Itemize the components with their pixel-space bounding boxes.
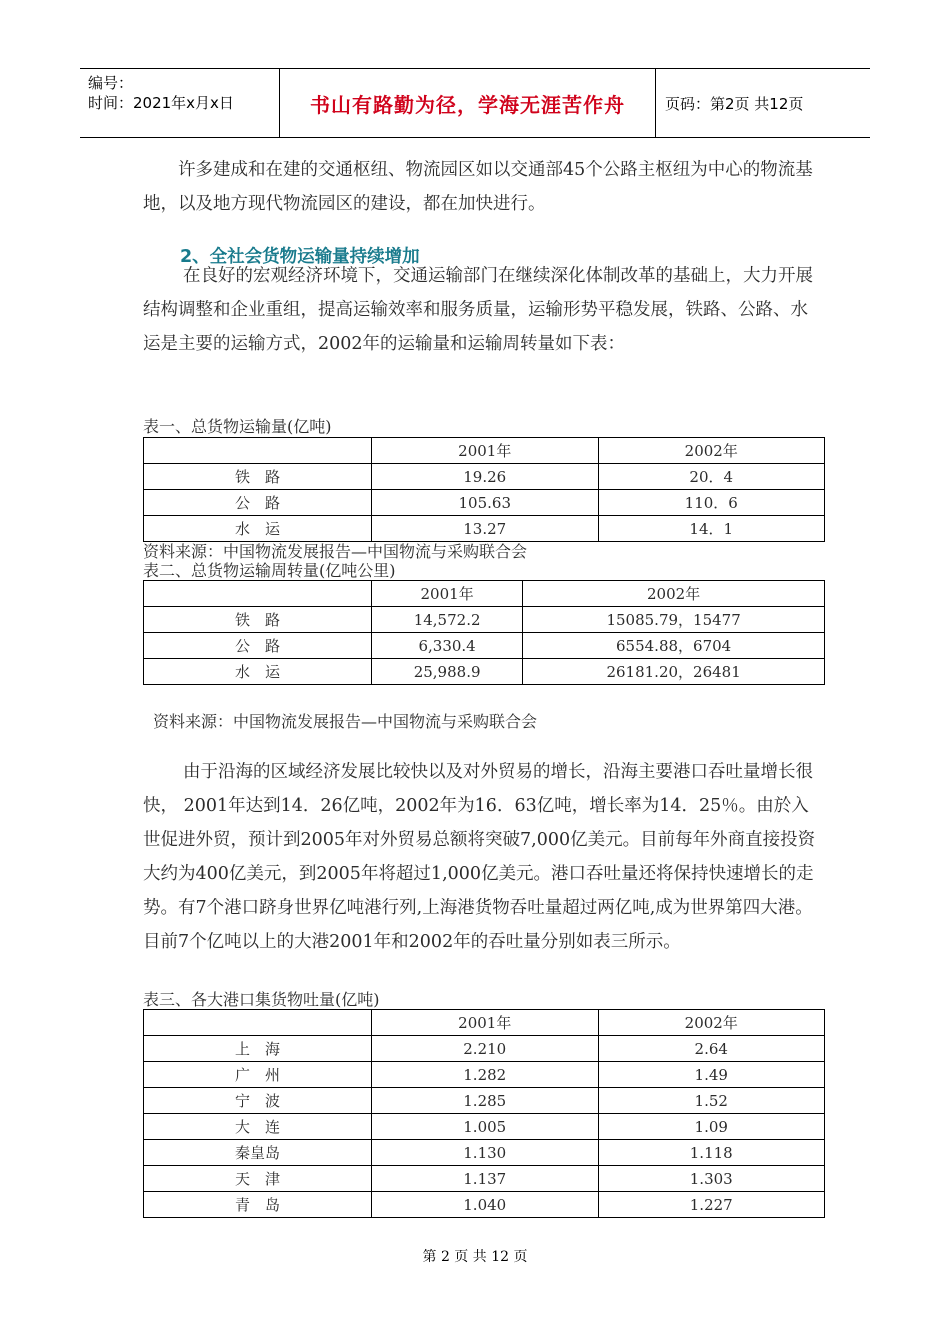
section-heading: 2、全社会货物运输量持续增加 <box>180 247 420 267</box>
cell-2002: 26181.20，26481 <box>523 659 825 685</box>
table-header-cell <box>144 1010 372 1036</box>
table-row <box>144 1140 825 1166</box>
cell-2002: 1.09 <box>598 1114 825 1140</box>
cell-2001: 1.130 <box>372 1140 599 1166</box>
cell-2001: 1.005 <box>372 1114 599 1140</box>
table-header-row <box>144 1010 825 1036</box>
cell-2002: 15085.79，15477 <box>523 607 825 633</box>
cell-2002: 14．1 <box>598 516 825 542</box>
row-label: 青 岛 <box>144 1192 372 1218</box>
table-1 <box>143 437 825 542</box>
table2-source: 资料来源：中国物流发展报告—中国物流与采购联合会 <box>153 712 538 731</box>
paragraph-2: 在良好的宏观经济环境下，交通运输部门在继续深化体制改革的基础上，大力开展结构调整和企业重组，提高运输效率和服务质量，运输形势平稳发展，铁路、公路、水运是主要的运输方式，2002年的运输量和运输周转量如下表： <box>143 266 813 354</box>
cell-2001: 1.285 <box>372 1088 599 1114</box>
header-time: 时间：2021年x月x日 <box>88 94 234 112</box>
table-row <box>144 464 825 490</box>
table-header-cell: 2001年 <box>372 581 523 607</box>
header-number: 编号： <box>88 74 134 92</box>
cell-2002: 6554.88，6704 <box>523 633 825 659</box>
row-label: 秦皇岛 <box>144 1140 372 1166</box>
table-header-cell: 2001年 <box>372 1010 599 1036</box>
header-meta <box>80 69 280 137</box>
cell-2002: 1.49 <box>598 1062 825 1088</box>
table-row <box>144 516 825 542</box>
table1-caption: 表一、总货物运输量(亿吨) <box>143 417 332 436</box>
table-header-row <box>144 581 825 607</box>
row-label: 上 海 <box>144 1036 372 1062</box>
cell-2002: 2.64 <box>598 1036 825 1062</box>
cell-2002: 1.303 <box>598 1166 825 1192</box>
table3-caption: 表三、各大港口集货物吐量(亿吨) <box>143 990 380 1009</box>
header-motto: 书山有路勤为径，学海无涯苦作舟 <box>280 69 656 137</box>
paragraph-1: 许多建成和在建的交通枢纽、物流园区如以交通部45个公路主枢纽为中心的物流基地，以及地方现代物流园区的建设，都在加快进行。 <box>143 160 813 214</box>
table-row <box>144 633 825 659</box>
table-row <box>144 659 825 685</box>
cell-2002: 20．4 <box>598 464 825 490</box>
page-footer: 第 2 页 共 12 页 <box>422 1249 528 1265</box>
table2-caption: 表二、总货物运输周转量(亿吨公里) <box>143 561 396 580</box>
table-row <box>144 490 825 516</box>
row-label: 水 运 <box>144 516 372 542</box>
paragraph-3: 由于沿海的区域经济发展比较快以及对外贸易的增长，沿海主要港口吞吐量增长很快， 2001年达到14．26亿吨，2002年为16．63亿吨，增长率为14．25％。由於入世促进外贸，预计到2005年对外贸易总额将突破7,000亿美元。目前每年外商直接投资大约为400亿美元，到2005年将超过1,000亿美元。港口吞吐量还将保持快速增长的走势。有7个港口跻身世界亿吨港行列,上海港货物吞吐量超过两亿吨,成为世界第四大港。目前7个亿吨以上的大港2001年和2002年的吞吐量分别如表三所示。 <box>143 762 816 952</box>
cell-2001: 25,988.9 <box>372 659 523 685</box>
table-row <box>144 1036 825 1062</box>
table-3 <box>143 1009 825 1218</box>
cell-2001: 13.27 <box>372 516 599 542</box>
row-label: 铁 路 <box>144 607 372 633</box>
table-header-row <box>144 438 825 464</box>
cell-2001: 2.210 <box>372 1036 599 1062</box>
row-label: 大 连 <box>144 1114 372 1140</box>
table-header-cell: 2001年 <box>372 438 599 464</box>
table-row <box>144 607 825 633</box>
row-label: 公 路 <box>144 490 372 516</box>
table-header-cell <box>144 581 372 607</box>
row-label: 天 津 <box>144 1166 372 1192</box>
page-header <box>80 68 870 138</box>
table-header-cell: 2002年 <box>523 581 825 607</box>
row-label: 公 路 <box>144 633 372 659</box>
table-row <box>144 1192 825 1218</box>
table-row <box>144 1166 825 1192</box>
row-label: 铁 路 <box>144 464 372 490</box>
cell-2001: 14,572.2 <box>372 607 523 633</box>
row-label: 水 运 <box>144 659 372 685</box>
table-header-cell: 2002年 <box>598 1010 825 1036</box>
cell-2001: 6,330.4 <box>372 633 523 659</box>
table-row <box>144 1088 825 1114</box>
table-header-cell: 2002年 <box>598 438 825 464</box>
header-page: 页码：第2页 共12页 <box>665 94 804 113</box>
table1-source: 资料来源：中国物流发展报告—中国物流与采购联合会 <box>143 542 528 561</box>
cell-2001: 1.282 <box>372 1062 599 1088</box>
cell-2002: 1.227 <box>598 1192 825 1218</box>
cell-2002: 1.118 <box>598 1140 825 1166</box>
cell-2001: 105.63 <box>372 490 599 516</box>
table-row <box>144 1114 825 1140</box>
table-2 <box>143 580 825 685</box>
cell-2001: 1.137 <box>372 1166 599 1192</box>
cell-2001: 19.26 <box>372 464 599 490</box>
table-header-cell <box>144 438 372 464</box>
table-row <box>144 1062 825 1088</box>
cell-2002: 110．6 <box>598 490 825 516</box>
row-label: 宁 波 <box>144 1088 372 1114</box>
cell-2002: 1.52 <box>598 1088 825 1114</box>
row-label: 广 州 <box>144 1062 372 1088</box>
cell-2001: 1.040 <box>372 1192 599 1218</box>
